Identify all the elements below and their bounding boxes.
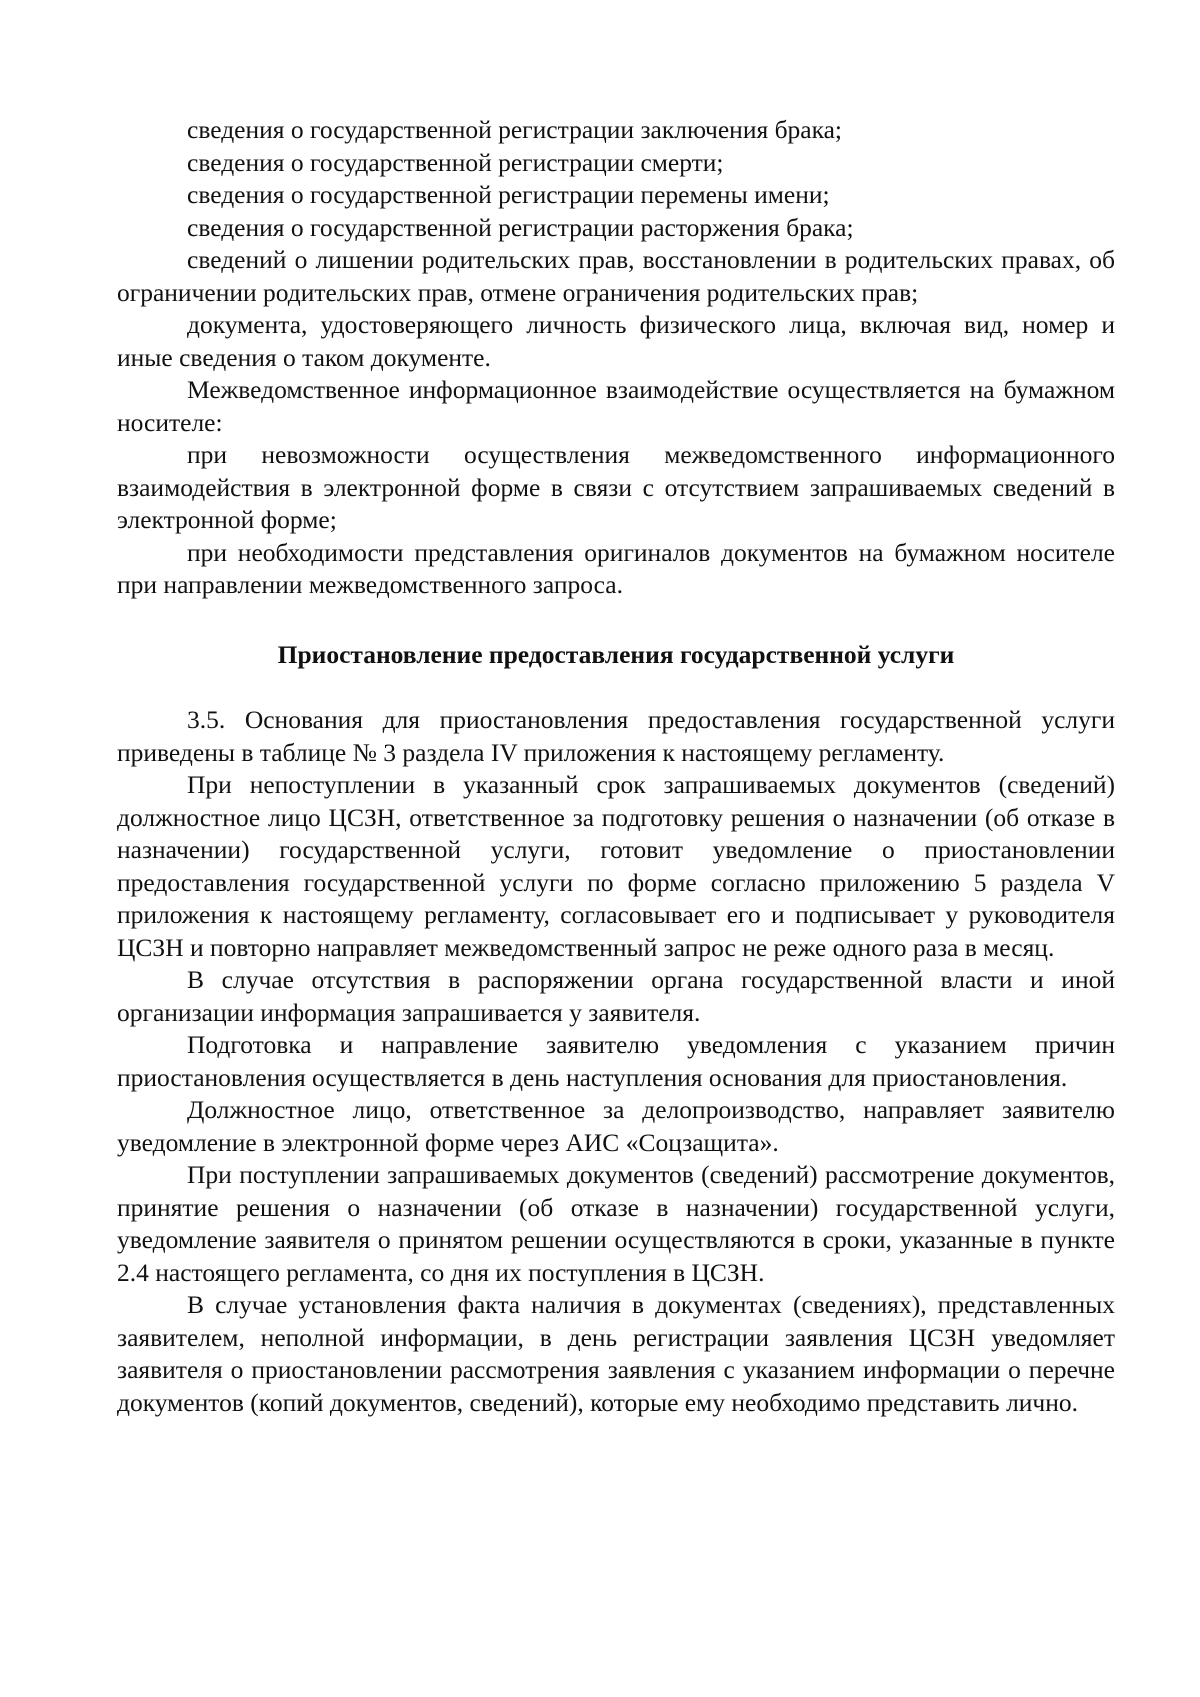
paper-interaction-intro: Межведомственное информационное взаимодействие осуществляется на бумажном носителе:: [117, 375, 1115, 437]
paragraph-non-receipt: При непоступлении в указанный срок запрашиваемых документов (сведений) должностное лицо ЦСЗН, ответственное за подготовку решения о назначении (об отказе в назначении) государственной услуги, готовит уведомление о приостановлении предоставления государственной услуги по форме согласно приложению 5 раздела V приложения к настоящему регламенту, согласовывает его и подписывает у руководителя ЦСЗН и повторно направляет межведомственный запрос не реже одного раза в месяц.: [117, 770, 1115, 962]
list-item-divorce: сведения о государственной регистрации расторжения брака;: [187, 212, 854, 242]
paragraph-3-5: 3.5. Основания для приостановления предоставления государственной услуги приведены в таблице № 3 раздела IV приложения к настоящему регламенту.: [117, 705, 1115, 767]
list-item-name-change: сведения о государственной регистрации перемены имени;: [187, 180, 830, 209]
list-item-parental-rights: сведений о лишении родительских прав, восстановлении в родительских правах, об ограничении родительских прав, отмене ограничения родительских прав;: [117, 245, 1115, 307]
paragraph-records-officer: Должностное лицо, ответственное за делопроизводство, направляет заявителю уведомление в электронной форме через АИС «Соцзащита».: [117, 1095, 1115, 1157]
paragraph-incomplete-information: В случае установления факта наличия в документах (сведениях), представленных заявителем, неполной информации, в день регистрации заявления ЦСЗН уведомляет заявителя о приостановлении рассмотрения заявления с указанием информации о перечне документов (копий документов, сведений), которые ему необходимо представить лично.: [117, 1290, 1115, 1417]
paragraph-absence: В случае отсутствия в распоряжении органа государственной власти и иной организации информация запрашивается у заявителя.: [117, 965, 1115, 1027]
list-item-death: сведения о государственной регистрации смерти;: [187, 147, 724, 177]
paper-item-impossibility: при невозможности осуществления межведомственного информационного взаимодействия в электронной форме в связи с отсутствием запрашиваемых сведений в электронной форме;: [117, 440, 1115, 534]
list-item-marriage: сведения о государственной регистрации заключения брака;: [187, 115, 843, 144]
list-item-identity-document: документа, удостоверяющего личность физического лица, включая вид, номер и иные сведения о таком документе.: [117, 310, 1115, 372]
paragraph-notification-preparation: Подготовка и направление заявителю уведомления с указанием причин приостановления осуществляется в день наступления основания для приостановления.: [117, 1030, 1115, 1092]
paragraph-documents-received: При поступлении запрашиваемых документов (сведений) рассмотрение документов, принятие решения о назначении (об отказе в назначении) государственной услуги, уведомление заявителя о принятом решении осуществляются в сроки, указанные в пункте 2.4 настоящего регламента, со дня их поступления в ЦСЗН.: [117, 1160, 1115, 1287]
paper-item-originals: при необходимости представления оригиналов документов на бумажном носителе при направлении межведомственного запроса.: [117, 537, 1115, 599]
section-heading: Приостановление предоставления государственной услуги: [277, 639, 955, 669]
